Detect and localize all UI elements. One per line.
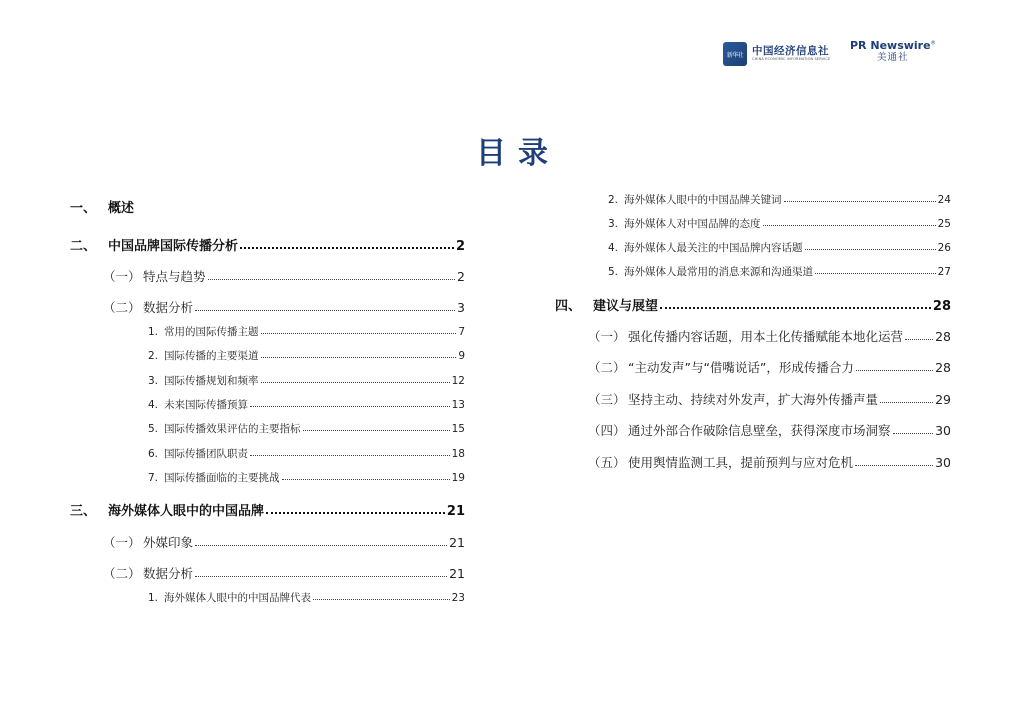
toc-leader-dots [195, 544, 447, 546]
toc-entry[interactable] [148, 324, 465, 339]
toc-label: 国际传播团队职责 [164, 448, 248, 460]
toc-label: 海外媒体人最常用的消息来源和沟通渠道 [624, 266, 813, 278]
toc-label: 常用的国际传播主题 [164, 326, 259, 338]
toc-num: （二） [103, 566, 141, 581]
prn-name-en: PR Newswire [850, 39, 931, 52]
toc-leader-dots [250, 405, 450, 407]
toc-label: 数据分析 [143, 300, 194, 315]
prn-name-cn: 美通社 [877, 52, 909, 63]
toc-entry[interactable] [148, 590, 465, 605]
toc-num: （五） [588, 455, 626, 470]
toc-num: 2. [608, 194, 619, 206]
toc-entry[interactable] [588, 421, 951, 439]
toc-page-number: 3 [457, 300, 465, 315]
toc-entry[interactable] [103, 298, 465, 316]
toc-entry[interactable] [70, 500, 465, 519]
toc-leader-dots [763, 224, 936, 226]
toc-label: 建议与展望 [593, 299, 659, 314]
toc-leader-dots [195, 309, 455, 311]
toc-num: 3. [608, 218, 619, 230]
toc-num: （三） [588, 392, 626, 407]
toc-label: 未来国际传播预算 [164, 399, 248, 411]
toc-num: （二） [103, 300, 141, 315]
toc-page-number: 28 [932, 299, 951, 314]
toc-entry[interactable] [608, 240, 951, 255]
toc-leader-dots [880, 401, 933, 403]
toc-num: 一、 [70, 201, 97, 216]
toc-num: 6. [148, 448, 159, 460]
toc-entry[interactable] [148, 348, 465, 363]
toc-label: 通过外部合作破除信息壁垒，获得深度市场洞察 [628, 423, 891, 438]
toc-page-number: 2 [455, 239, 465, 254]
toc-page-number: 15 [451, 423, 465, 435]
toc-page-number: 24 [937, 194, 951, 206]
toc-page-number: 29 [935, 392, 951, 407]
toc-label: 特点与趋势 [143, 269, 206, 284]
pr-newswire-logo [850, 40, 936, 63]
toc-num: 1. [148, 326, 159, 338]
toc-num: 三、 [70, 504, 97, 519]
toc-label: 海外媒体人最关注的中国品牌内容话题 [624, 242, 803, 254]
toc-entry[interactable] [588, 453, 951, 471]
toc-entry[interactable] [103, 564, 465, 582]
toc-entry-overview[interactable] [70, 197, 465, 216]
toc-page-number: 27 [937, 266, 951, 278]
toc-leader-dots [784, 200, 936, 202]
toc-num: 二、 [70, 239, 97, 254]
toc-page-number: 25 [937, 218, 951, 230]
toc-leader-dots [660, 306, 931, 309]
xinhua-logo-icon [723, 42, 747, 66]
toc-label: 外媒印象 [143, 535, 194, 550]
toc-page-number: 13 [451, 399, 465, 411]
toc-label: 海外媒体人眼中的中国品牌 [108, 504, 265, 519]
toc-leader-dots [240, 246, 454, 249]
toc-page-number: 12 [451, 375, 465, 387]
toc-label: 使用舆情监测工具，提前预判与应对危机 [628, 455, 854, 470]
toc-entry[interactable] [103, 533, 465, 551]
cei-name-cn: 中国经济信息社 [752, 44, 829, 57]
toc-leader-dots [815, 272, 936, 274]
toc-leader-dots [303, 429, 450, 431]
toc-page-number: 23 [451, 592, 465, 604]
toc-page-number: 30 [935, 455, 951, 470]
toc-leader-dots [855, 464, 933, 466]
toc-label: 海外媒体人眼中的中国品牌代表 [164, 592, 311, 604]
toc-page-number: 28 [935, 360, 951, 375]
toc-page-number: 9 [458, 350, 465, 362]
toc-leader-dots [282, 478, 450, 480]
toc-leader-dots [250, 454, 450, 456]
toc-page-number: 2 [457, 269, 465, 284]
toc-num: （一） [103, 535, 141, 550]
toc-label: 数据分析 [143, 566, 194, 581]
toc-page-number: 18 [451, 448, 465, 460]
toc-num: （二） [588, 360, 626, 375]
toc-page-number: 26 [937, 242, 951, 254]
toc-leader-dots [195, 575, 447, 577]
toc-entry[interactable] [588, 327, 951, 345]
cei-logo [723, 42, 830, 66]
toc-page-number: 21 [449, 535, 465, 550]
toc-entry[interactable] [70, 235, 465, 254]
toc-leader-dots [313, 598, 450, 600]
toc-num: 四、 [555, 299, 582, 314]
toc-page-number: 21 [446, 504, 465, 519]
toc-label: 国际传播效果评估的主要指标 [164, 423, 301, 435]
toc-leader-dots [266, 511, 445, 514]
toc-entry[interactable] [148, 421, 465, 436]
cei-icon-text: 新华社 [726, 51, 744, 59]
toc-leader-dots [856, 369, 933, 371]
toc-num: 4. [148, 399, 159, 411]
toc-num: 1. [148, 592, 159, 604]
toc-leader-dots [261, 356, 457, 358]
toc-leader-dots [893, 432, 934, 434]
toc-page-number: 7 [458, 326, 465, 338]
page-title: 目录 [476, 136, 560, 171]
prn-registered-mark: ® [930, 40, 936, 47]
toc-label: 强化传播内容话题，用本土化传播赋能本地化运营 [628, 329, 904, 344]
toc-label: 海外媒体人眼中的中国品牌关键词 [624, 194, 782, 206]
toc-label: 中国品牌国际传播分析 [108, 239, 239, 254]
toc-label: 坚持主动、持续对外发声，扩大海外传播声量 [628, 392, 879, 407]
toc-entry[interactable] [555, 295, 951, 314]
toc-label: 国际传播规划和频率 [164, 375, 259, 387]
toc-entry[interactable] [148, 446, 465, 461]
cei-name-en: CHINA ECONOMIC INFORMATION SERVICE [752, 57, 831, 62]
toc-label: 国际传播的主要渠道 [164, 350, 259, 362]
toc-num: 5. [608, 266, 619, 278]
toc-num: 2. [148, 350, 159, 362]
toc-num: （一） [103, 269, 141, 284]
toc-page-number: 28 [935, 329, 951, 344]
toc-num: 7. [148, 472, 159, 484]
toc-entry[interactable] [103, 267, 465, 285]
toc-leader-dots [208, 278, 456, 280]
toc-num: 4. [608, 242, 619, 254]
toc-label: “主动发声”与“借嘴说话”，形成传播合力 [628, 360, 854, 375]
toc-num: 5. [148, 423, 159, 435]
toc-num: （一） [588, 329, 626, 344]
toc-num: （四） [588, 423, 626, 438]
toc-entry[interactable] [588, 390, 951, 408]
toc-entry[interactable] [148, 470, 465, 485]
toc-num: 3. [148, 375, 159, 387]
toc-leader-dots [261, 332, 457, 334]
toc-entry[interactable] [608, 264, 951, 279]
toc-label: 概述 [108, 201, 135, 216]
toc-entry[interactable] [608, 216, 951, 231]
toc-page-number: 21 [449, 566, 465, 581]
toc-leader-dots [261, 381, 450, 383]
toc-leader-dots [805, 248, 936, 250]
toc-label: 海外媒体人对中国品牌的态度 [624, 218, 761, 230]
toc-entry[interactable] [148, 397, 465, 412]
toc-page-number: 19 [451, 472, 465, 484]
toc-leader-dots [905, 338, 933, 340]
toc-entry[interactable] [588, 358, 951, 376]
toc-page-number: 30 [935, 423, 951, 438]
toc-label: 国际传播面临的主要挑战 [164, 472, 280, 484]
toc-entry[interactable] [148, 373, 465, 388]
toc-entry[interactable] [608, 192, 951, 207]
